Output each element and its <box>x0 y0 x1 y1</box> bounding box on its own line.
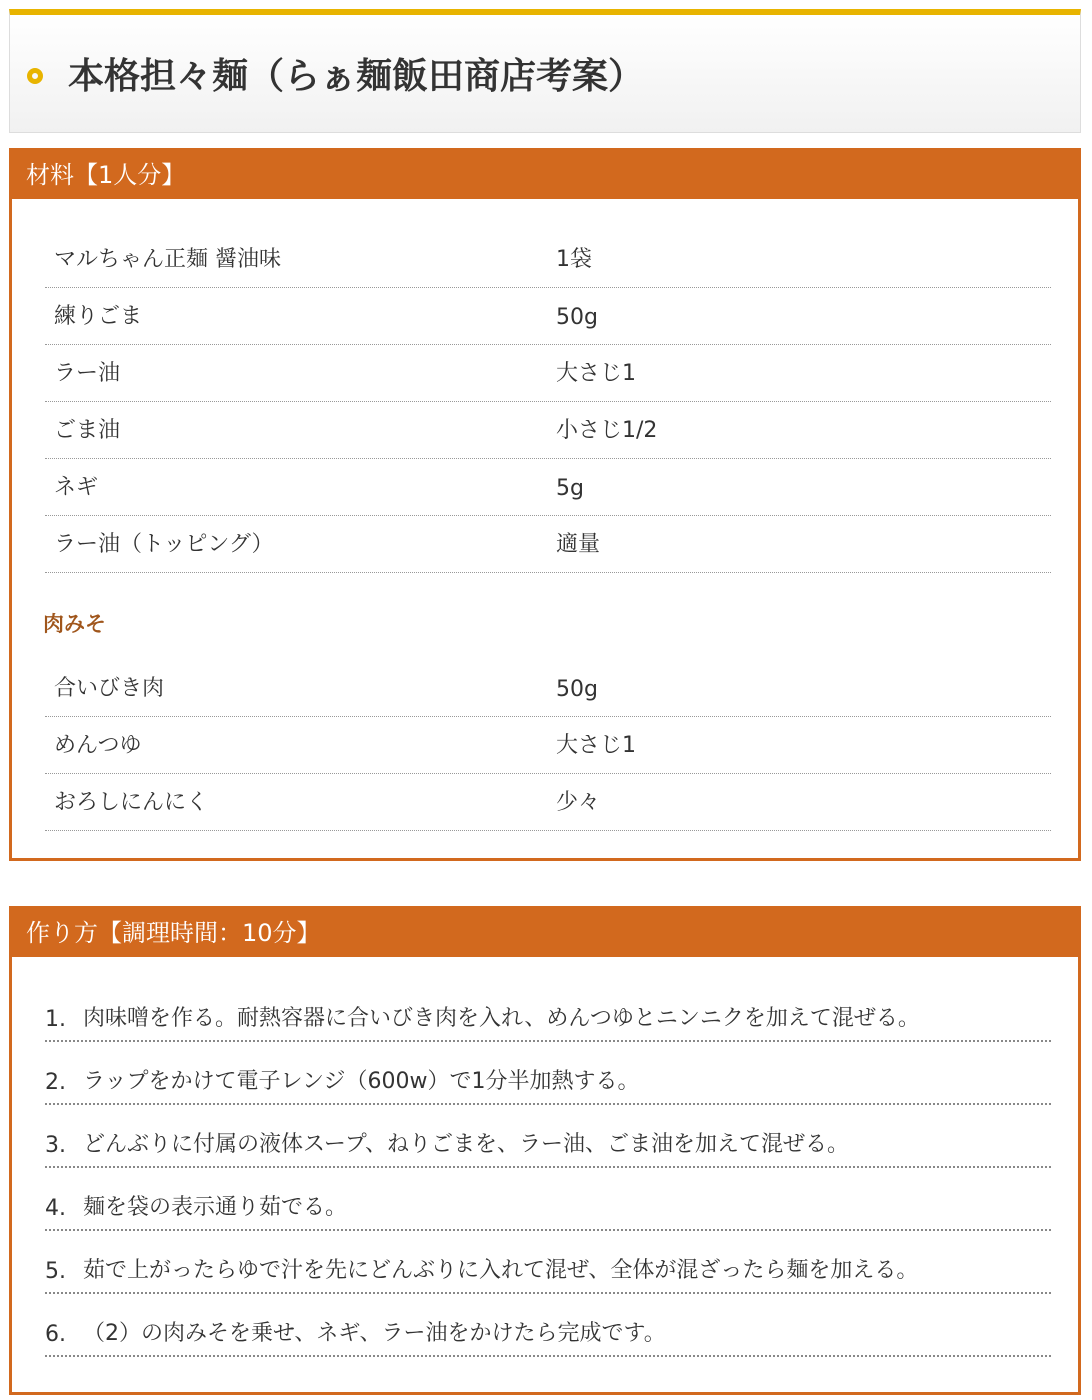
step-row <box>45 1231 1051 1294</box>
ingredient-amount: 50g <box>556 305 598 330</box>
ingredients-panel <box>9 148 1081 861</box>
step-number: 4. <box>45 1196 66 1221</box>
ingredient-row <box>45 288 1051 345</box>
step-text: 茹で上がったらゆで汁を先にどんぶりに入れて混ぜ、全体が混ざったら麺を加える。 <box>83 1258 919 1283</box>
ingredient-name: 練りごま <box>54 304 143 329</box>
step-text: （2）の肉みそを乗せ、ネギ、ラー油をかけたら完成です。 <box>83 1321 666 1346</box>
ingredient-name: 合いびき肉 <box>54 676 165 701</box>
meat-miso-subheading: 肉みそ <box>43 612 106 636</box>
ingredient-name: ラー油（トッピング） <box>54 532 274 557</box>
ingredients-header: 材料【1人分】 <box>12 151 1078 199</box>
ingredient-amount: 少々 <box>556 790 601 815</box>
step-text: 麺を袋の表示通り茹でる。 <box>83 1195 348 1220</box>
step-text: どんぶりに付属の液体スープ、ねりごまを、ラー油、ごま油を加えて混ぜる。 <box>83 1132 850 1157</box>
ingredient-name: ごま油 <box>54 418 121 443</box>
recipe-title: 本格担々麺（らぁ麺飯田商店考案） <box>68 56 645 97</box>
ingredient-name: マルちゃん正麺 醤油味 <box>54 247 281 272</box>
ingredient-row <box>45 774 1051 831</box>
step-number: 3. <box>45 1133 66 1158</box>
step-text: ラップをかけて電子レンジ（600w）で1分半加熱する。 <box>83 1069 640 1094</box>
step-number: 2. <box>45 1070 66 1095</box>
ingredient-row <box>45 717 1051 774</box>
step-row <box>45 1042 1051 1105</box>
step-number: 6. <box>45 1322 66 1347</box>
ingredient-amount: 大さじ1 <box>556 361 636 386</box>
ingredient-row <box>45 402 1051 459</box>
step-row <box>45 979 1051 1042</box>
ingredient-name: ラー油 <box>54 361 121 386</box>
circle-bullet-icon <box>27 68 43 84</box>
ingredient-amount: 50g <box>556 677 598 702</box>
ingredient-amount: 1袋 <box>556 247 592 272</box>
ingredient-name: おろしにんにく <box>54 790 209 815</box>
ingredient-amount: 小さじ1/2 <box>556 418 658 443</box>
step-number: 5. <box>45 1259 66 1284</box>
step-row <box>45 1294 1051 1357</box>
ingredient-row <box>45 516 1051 573</box>
ingredient-amount: 5g <box>556 476 584 501</box>
recipe-title-box <box>9 9 1081 133</box>
steps-header: 作り方【調理時間：10分】 <box>12 909 1078 957</box>
ingredient-row <box>45 459 1051 516</box>
ingredient-row <box>45 231 1051 288</box>
steps-panel <box>9 906 1081 1395</box>
step-number: 1. <box>45 1007 66 1032</box>
ingredient-name: めんつゆ <box>54 733 142 758</box>
ingredient-name: ネギ <box>54 475 99 500</box>
ingredient-amount: 大さじ1 <box>556 733 636 758</box>
ingredient-amount: 適量 <box>556 532 601 557</box>
ingredient-row <box>45 660 1051 717</box>
step-text: 肉味噌を作る。耐熱容器に合いびき肉を入れ、めんつゆとニンニクを加えて混ぜる。 <box>83 1006 920 1031</box>
step-row <box>45 1105 1051 1168</box>
ingredient-row <box>45 345 1051 402</box>
step-row <box>45 1168 1051 1231</box>
